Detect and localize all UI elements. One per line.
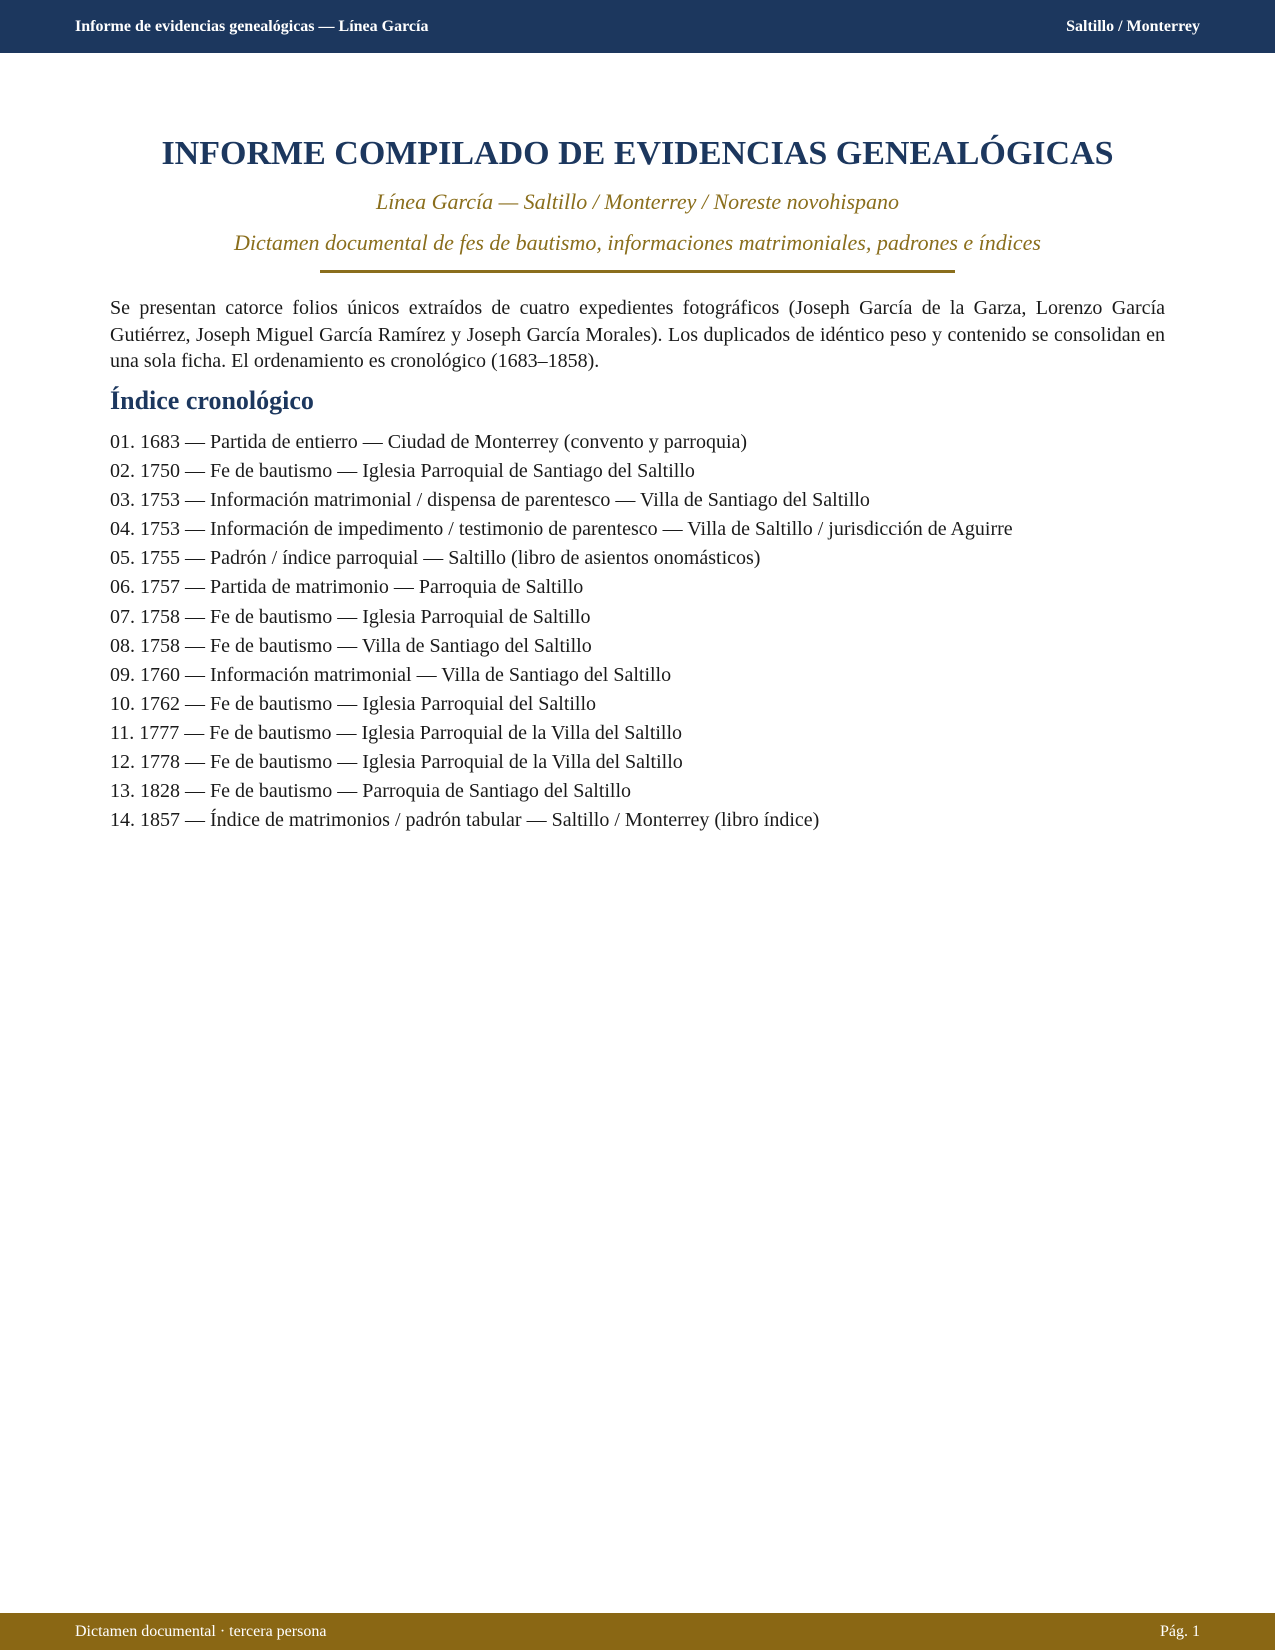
document-subtitle: Línea García — Saltillo / Monterrey / Noreste novohispano [375, 189, 900, 214]
title-divider [320, 270, 955, 273]
index-item: 09. 1760 — Información matrimonial — Villa de Santiago del Saltillo [110, 663, 672, 686]
footer-left-text: Dictamen documental · tercera persona [75, 1622, 327, 1640]
index-item: 07. 1758 — Fe de bautismo — Iglesia Parroquial de Saltillo [110, 605, 591, 628]
header-left-text: Informe de evidencias genealógicas — Línea García [75, 17, 429, 35]
index-item: 14. 1857 — Índice de matrimonios / padrón tabular — Saltillo / Monterrey (libro índice) [110, 809, 820, 832]
index-item: 06. 1757 — Partida de matrimonio — Parroquia de Saltillo [110, 576, 584, 599]
document-title: INFORME COMPILADO DE EVIDENCIAS GENEALÓGICAS [161, 135, 1114, 172]
index-item: 12. 1778 — Fe de bautismo — Iglesia Parroquial de la Villa del Saltillo [110, 751, 683, 774]
index-heading: Índice cronológico [110, 386, 314, 415]
index-item: 11. 1777 — Fe de bautismo — Iglesia Parroquial de la Villa del Saltillo [110, 721, 683, 744]
page-number: Pág. 1 [1160, 1622, 1200, 1640]
index-item: 03. 1753 — Información matrimonial / dispensa de parentesco — Villa de Santiago del Saltillo [110, 489, 870, 512]
chronological-index [110, 428, 1170, 835]
index-item: 02. 1750 — Fe de bautismo — Iglesia Parroquial de Santiago del Saltillo [110, 460, 695, 483]
header-right-text: Saltillo / Monterrey [1066, 17, 1200, 35]
index-item: 13. 1828 — Fe de bautismo — Parroquia de Santiago del Saltillo [110, 780, 632, 803]
document-subtitle-secondary: Dictamen documental de fes de bautismo, informaciones matrimoniales, padrones e índices [234, 230, 1041, 255]
index-item: 08. 1758 — Fe de bautismo — Villa de Santiago del Saltillo [110, 634, 592, 657]
index-item: 10. 1762 — Fe de bautismo — Iglesia Parroquial del Saltillo [110, 692, 597, 715]
running-header [0, 0, 1275, 53]
index-item: 01. 1683 — Partida de entierro — Ciudad de Monterrey (convento y parroquia) [110, 431, 748, 453]
intro-paragraph: Se presentan catorce folios únicos extraídos de cuatro expedientes fotográficos (Joseph García de la Garza, Lorenzo García Gutiérrez, Joseph Miguel García Ramírez y Joseph García Morales). Los duplicados de idéntico peso y contenido se consolidan en una sola ficha. El ordenamiento es cronológico (1683–1858). [110, 297, 1165, 372]
running-footer [0, 1613, 1275, 1650]
index-item: 04. 1753 — Información de impedimento / testimonio de parentesco — Villa de Saltillo / jurisdicción de Aguirre [110, 518, 1013, 541]
index-item: 05. 1755 — Padrón / índice parroquial — Saltillo (libro de asientos onomásticos) [110, 547, 761, 570]
